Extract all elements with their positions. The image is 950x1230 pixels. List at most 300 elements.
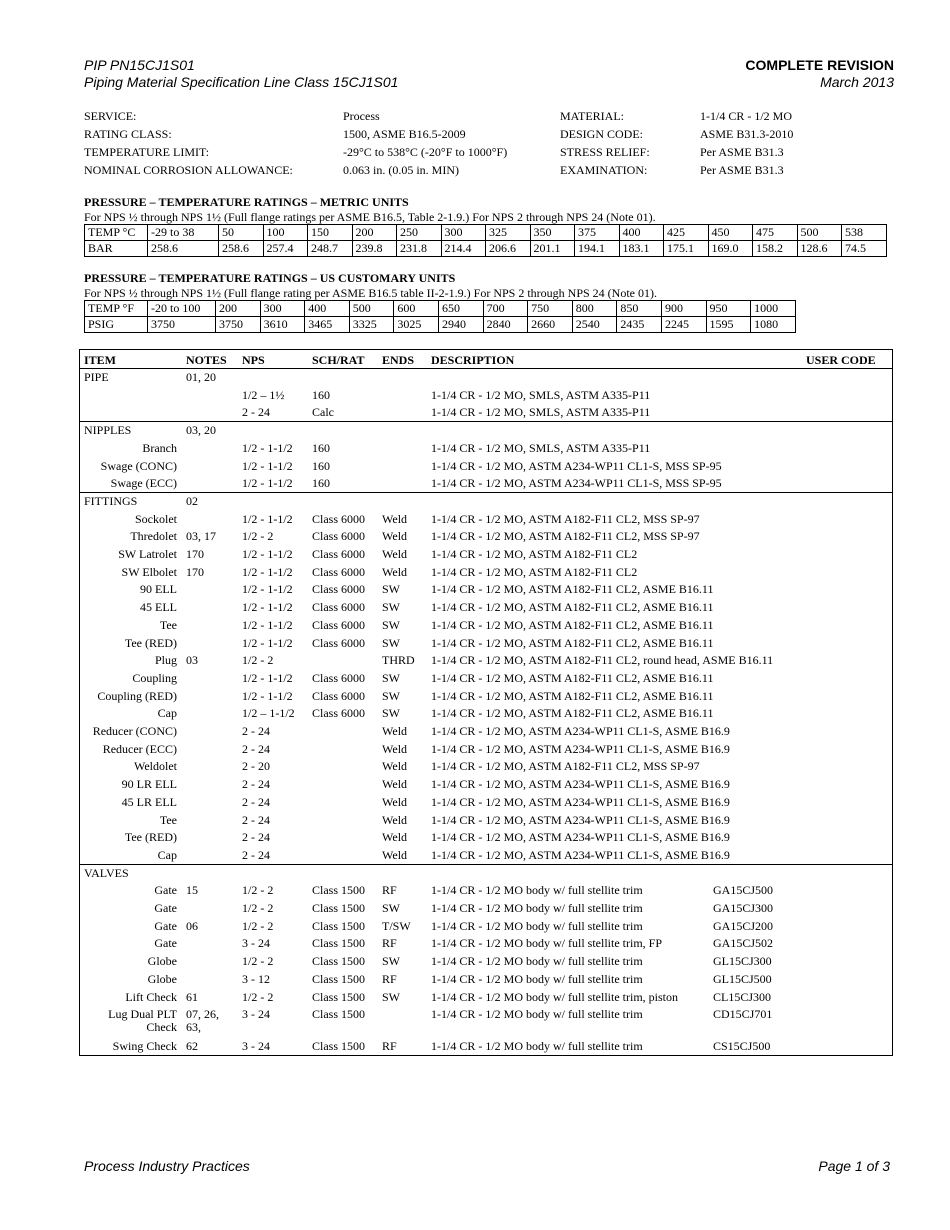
row-item: Tee (RED) [124,830,177,845]
row-nps: 1/2 - 2 [242,883,274,898]
service-label: RATING CLASS: [84,127,172,141]
metric-temp-cell: -29 to 38 [148,225,219,241]
metric-ratings-table [84,224,887,257]
service-value: 1-1/4 CR - 1/2 MO [700,109,793,123]
row-item: Gate [154,901,177,915]
row-notes: 170 [186,564,204,579]
table-row [80,528,892,546]
row-desc: 1-1/4 CR - 1/2 MO, ASTM A182-F11 CL2, MSS SP-97 [431,511,700,526]
us-temp-cell: 1000 [751,301,796,317]
us-ratings-table [84,300,796,333]
metric-press-cell: 239.8 [352,241,397,257]
group-header-row [80,422,892,440]
table-row [80,599,892,617]
service-label: SERVICE: [84,109,137,123]
table-row [80,847,892,865]
row-desc: 1-1/4 CR - 1/2 MO, ASTM A182-F11 CL2, ASME B16.11 [431,706,714,721]
service-value: ASME B31.3-2010 [700,127,794,141]
row-desc: 1-1/4 CR - 1/2 MO, ASTM A234-WP11 CL1-S, ASME B16.9 [431,812,730,827]
row-sch: Class 6000 [312,688,366,703]
row-ends: Weld [382,759,408,774]
row-sch: Class 6000 [312,511,366,526]
metric-press-row [85,241,887,257]
row-ends: SW [382,582,400,597]
metric-press-cell: 74.5 [842,241,887,257]
row-sch: Class 1500 [312,989,366,1004]
row-item: Gate [154,936,177,951]
row-ends: Weld [382,777,408,792]
metric-title: PRESSURE – TEMPERATURE RATINGS – METRIC UNITS [84,195,409,209]
group-name: FITTINGS [84,493,138,508]
metric-temp-cell: 400 [619,225,664,241]
table-row [80,475,892,493]
row-item: Reducer (CONC) [92,724,177,738]
row-item: Thredolet [130,529,177,544]
row-ends: Weld [382,724,408,738]
table-row [80,723,892,741]
row-desc: 1-1/4 CR - 1/2 MO body w/ full stellite trim [431,1007,643,1022]
service-label: EXAMINATION: [560,163,648,177]
metric-press-cell: 206.6 [486,241,531,257]
metric-press-cell: 201.1 [530,241,575,257]
row-desc: 1-1/4 CR - 1/2 MO, ASTM A182-F11 CL2, ASME B16.11 [431,635,714,650]
table-row [80,758,892,776]
footer-page-number: Page 1 of 3 [818,1158,890,1174]
revision-label: COMPLETE REVISION [745,57,894,73]
row-desc: 1-1/4 CR - 1/2 MO body w/ full stellite trim, piston [431,989,678,1004]
row-item: Coupling [132,670,177,685]
table-row [80,617,892,635]
doc-id: PIP PN15CJ1S01 [84,57,195,73]
table-row [80,404,892,422]
group-header-row [80,865,892,883]
metric-temp-cell: 425 [664,225,709,241]
row-item: Gate [154,918,177,933]
us-temp-cell: 400 [305,301,350,317]
table-row [80,794,892,812]
row-item: Swage (CONC) [100,458,177,473]
component-table-header [80,350,892,368]
us-press-cell: 3465 [305,317,350,333]
row-nps: 2 - 24 [242,830,270,845]
row-item: Sockolet [135,511,177,526]
row-item: Globe [147,954,177,969]
table-row-continued [80,1019,892,1037]
us-temp-cell: 850 [617,301,662,317]
us-temp-cell: -20 to 100 [148,301,216,317]
row-ends: SW [382,901,400,915]
row-user: GA15CJ500 [713,883,774,898]
row-desc: 1-1/4 CR - 1/2 MO, ASTM A182-F11 CL2, MSS SP-97 [431,759,700,774]
us-press-cell: 3750 [148,317,216,333]
row-sch: Class 1500 [312,1007,366,1022]
metric-temp-cell: 450 [708,225,753,241]
row-item: Lift Check [125,989,177,1004]
row-desc: 1-1/4 CR - 1/2 MO, ASTM A234-WP11 CL1-S, MSS SP-95 [431,476,722,491]
row-nps: 2 - 24 [242,405,270,420]
us-temp-cell: 650 [438,301,483,317]
row-nps: 1/2 - 2 [242,901,274,915]
table-row [80,652,892,670]
row-ends: SW [382,954,400,969]
row-desc: 1-1/4 CR - 1/2 MO body w/ full stellite trim [431,901,643,915]
us-press-cell: 2540 [572,317,617,333]
row-nps: 1/2 – 1-1/2 [242,706,295,721]
row-user: GA15CJ300 [713,901,774,915]
row-nps: 1/2 - 1-1/2 [242,476,293,491]
row-user: GA15CJ200 [713,918,774,933]
table-row [80,971,892,989]
metric-press-cell: 194.1 [575,241,620,257]
row-ends: Weld [382,830,408,845]
row-sch: Class 1500 [312,971,366,986]
row-nps: 1/2 - 1-1/2 [242,511,293,526]
row-desc: 1-1/4 CR - 1/2 MO, ASTM A234-WP11 CL1-S, ASME B16.9 [431,724,730,738]
group-header-row [80,369,892,387]
row-nps: 3 - 12 [242,971,270,986]
row-item: 90 ELL [140,582,177,597]
row-notes: 06 [186,918,198,933]
table-row [80,564,892,582]
row-desc: 1-1/4 CR - 1/2 MO, ASTM A182-F11 CL2, ASME B16.11 [431,582,714,597]
metric-temp-cell: 500 [797,225,842,241]
row-nps: 1/2 - 1-1/2 [242,582,293,597]
table-row [80,900,892,918]
table-row [80,829,892,847]
row-ends: Weld [382,564,408,579]
metric-press-cell: 258.6 [219,241,264,257]
row-desc: 1-1/4 CR - 1/2 MO, ASTM A234-WP11 CL1-S, ASME B16.9 [431,777,730,792]
col-sch: SCH/RAT [312,353,365,367]
row-nps: 1/2 - 1-1/2 [242,670,293,685]
row-desc: 1-1/4 CR - 1/2 MO body w/ full stellite trim [431,883,643,898]
table-row [80,688,892,706]
col-desc: DESCRIPTION [431,353,515,367]
header-left [84,57,398,91]
component-table [79,349,893,1056]
row-desc: 1-1/4 CR - 1/2 MO, ASTM A182-F11 CL2, ASME B16.11 [431,688,714,703]
row-desc: 1-1/4 CR - 1/2 MO, ASTM A234-WP11 CL1-S, ASME B16.9 [431,741,730,756]
row-sch: Class 6000 [312,529,366,544]
row-nps: 1/2 - 1-1/2 [242,440,293,455]
table-row [80,882,892,900]
table-row [80,989,892,1007]
service-label: NOMINAL CORROSION ALLOWANCE: [84,163,293,177]
table-row [80,581,892,599]
row-nps: 2 - 24 [242,724,270,738]
row-ends: Weld [382,794,408,809]
row-user: GL15CJ300 [713,954,772,969]
row-ends: Weld [382,511,408,526]
row-notes-cont: 63, [186,1019,201,1034]
table-row [80,670,892,688]
row-nps: 3 - 24 [242,936,270,951]
us-temp-cell: 200 [216,301,261,317]
us-temp-cell: 900 [661,301,706,317]
row-desc: 1-1/4 CR - 1/2 MO, ASTM A234-WP11 CL1-S, MSS SP-95 [431,458,722,473]
group-name: NIPPLES [84,423,132,438]
row-desc: 1-1/4 CR - 1/2 MO, SMLS, ASTM A335-P11 [431,405,651,420]
service-value: 1500, ASME B16.5-2009 [343,127,466,141]
us-press-cell: 3610 [260,317,305,333]
table-row [80,935,892,953]
service-label: DESIGN CODE: [560,127,643,141]
us-temp-row [85,301,796,317]
row-nps: 1/2 - 1-1/2 [242,564,293,579]
us-press-row [85,317,796,333]
row-ends: RF [382,936,397,951]
row-sch: Calc [312,405,334,420]
col-notes: NOTES [186,353,227,367]
service-value: Per ASME B31.3 [700,163,784,177]
us-press-cell: 3750 [216,317,261,333]
metric-temp-cell: 50 [219,225,264,241]
row-ends: Weld [382,812,408,827]
row-item: Plug [154,653,177,668]
row-item: Cap [157,706,177,721]
col-user-code: USER CODE [806,353,876,367]
row-sch: Class 6000 [312,600,366,615]
row-item: 45 ELL [140,600,177,615]
metric-press-cell: 175.1 [664,241,709,257]
us-temp-label: TEMP °F [85,301,148,317]
row-nps: 2 - 24 [242,741,270,756]
col-item: ITEM [84,353,117,367]
row-nps: 1/2 - 2 [242,529,274,544]
row-item: Weldolet [133,759,177,774]
us-press-cell: 1080 [751,317,796,333]
row-item: Tee [159,617,177,632]
row-desc: 1-1/4 CR - 1/2 MO, ASTM A182-F11 CL2, ASME B16.11 [431,600,714,615]
row-notes: 07, 26, [186,1007,219,1022]
metric-press-cell: 257.4 [263,241,308,257]
row-item: Swing Check [112,1038,177,1053]
row-nps: 3 - 24 [242,1007,270,1022]
row-notes: 61 [186,989,198,1004]
table-row [80,741,892,759]
us-press-cell: 3025 [394,317,439,333]
row-ends: SW [382,706,400,721]
row-nps: 2 - 24 [242,777,270,792]
us-temp-cell: 750 [528,301,573,317]
row-desc: 1-1/4 CR - 1/2 MO, ASTM A182-F11 CL2, ASME B16.11 [431,617,714,632]
row-sch: Class 6000 [312,706,366,721]
us-press-cell: 2840 [483,317,528,333]
row-sch: Class 6000 [312,564,366,579]
row-desc: 1-1/4 CR - 1/2 MO body w/ full stellite trim [431,1038,643,1053]
group-notes: 01, 20 [186,370,216,384]
metric-press-cell: 214.4 [441,241,486,257]
metric-temp-cell: 350 [530,225,575,241]
row-desc: 1-1/4 CR - 1/2 MO, ASTM A182-F11 CL2, round head, ASME B16.11 [431,653,774,668]
metric-press-cell: 128.6 [797,241,842,257]
service-label: TEMPERATURE LIMIT: [84,145,210,159]
row-ends: Weld [382,741,408,756]
row-item: Tee [159,812,177,827]
row-desc: 1-1/4 CR - 1/2 MO, ASTM A234-WP11 CL1-S, ASME B16.9 [431,830,730,845]
metric-temp-cell: 325 [486,225,531,241]
us-note: For NPS ½ through NPS 1½ (Full flange rating per ASME B16.5 table II-2-1.9.) For NPS 2 through NPS 24 (Note 01). [84,286,657,300]
row-sch: Class 1500 [312,1038,366,1053]
row-desc: 1-1/4 CR - 1/2 MO body w/ full stellite trim [431,971,643,986]
col-nps: NPS [242,353,265,367]
row-sch: Class 1500 [312,936,366,951]
us-temp-cell: 600 [394,301,439,317]
us-temp-cell: 700 [483,301,528,317]
row-ends: SW [382,600,400,615]
row-item: Lug Dual PLT [108,1007,177,1022]
row-nps: 1/2 - 1-1/2 [242,635,293,650]
row-user: GA15CJ502 [713,936,774,951]
row-ends: SW [382,635,400,650]
table-row [80,546,892,564]
row-notes: 15 [186,883,198,898]
row-nps: 2 - 24 [242,812,270,827]
row-sch: Class 1500 [312,918,366,933]
metric-press-cell: 248.7 [308,241,353,257]
us-title: PRESSURE – TEMPERATURE RATINGS – US CUSTOMARY UNITS [84,271,456,285]
row-desc: 1-1/4 CR - 1/2 MO, ASTM A182-F11 CL2 [431,547,638,561]
row-nps: 1/2 - 1-1/2 [242,547,293,561]
row-notes: 170 [186,547,204,561]
row-item: SW Latrolet [118,547,177,561]
group-name: PIPE [84,370,109,384]
us-press-cell: 3325 [349,317,394,333]
row-desc: 1-1/4 CR - 1/2 MO body w/ full stellite trim, FP [431,936,663,951]
table-row [80,440,892,458]
service-value: 0.063 in. (0.05 in. MIN) [343,163,459,177]
row-item: Branch [142,440,177,455]
row-nps: 3 - 24 [242,1038,270,1053]
metric-temp-cell: 538 [842,225,887,241]
header-right [745,57,894,91]
revision-date: March 2013 [820,74,894,90]
col-ends: ENDS [382,353,415,367]
row-nps: 2 - 24 [242,794,270,809]
table-row [80,776,892,794]
row-sch: 160 [312,440,330,455]
row-nps: 1/2 - 2 [242,918,274,933]
doc-title: Piping Material Specification Line Class 15CJ1S01 [84,74,399,90]
row-desc: 1-1/4 CR - 1/2 MO, ASTM A182-F11 CL2, MSS SP-97 [431,529,700,544]
row-sch: Class 6000 [312,635,366,650]
metric-temp-cell: 150 [308,225,353,241]
row-item: Swage (ECC) [110,476,177,491]
row-item-cont: Check [146,1019,177,1034]
row-sch: Class 1500 [312,901,366,915]
metric-press-cell: 231.8 [397,241,442,257]
row-ends: RF [382,883,397,898]
service-row [84,109,904,127]
row-user: CD15CJ701 [713,1007,773,1022]
metric-press-label: BAR [85,241,148,257]
row-ends: SW [382,670,400,685]
row-ends: T/SW [382,918,411,933]
metric-press-cell: 158.2 [753,241,798,257]
row-ends: SW [382,688,400,703]
metric-note: For NPS ½ through NPS 1½ (Full flange ratings per ASME B16.5, Table 2-1.9.) For NPS 2 through NPS 24 (Note 01). [84,210,656,224]
row-item: Coupling (RED) [97,688,177,703]
metric-temp-row [85,225,887,241]
group-name: VALVES [84,865,129,880]
row-item: Gate [154,883,177,898]
row-user: CS15CJ500 [713,1038,771,1053]
row-ends: THRD [382,653,415,668]
row-nps: 1/2 – 1½ [242,387,285,402]
service-label: MATERIAL: [560,109,624,123]
service-value: -29°C to 538°C (-20°F to 1000°F) [343,145,508,159]
row-notes: 03, 17 [186,529,216,544]
table-row [80,635,892,653]
service-value: Per ASME B31.3 [700,145,784,159]
group-header-row [80,493,892,511]
us-press-cell: 2940 [438,317,483,333]
footer-left: Process Industry Practices [84,1158,250,1174]
group-notes: 02 [186,493,198,508]
row-desc: 1-1/4 CR - 1/2 MO, SMLS, ASTM A335-P11 [431,387,651,402]
service-row [84,163,904,181]
service-info [84,109,904,181]
metric-temp-cell: 250 [397,225,442,241]
row-sch: Class 6000 [312,582,366,597]
table-row [80,705,892,723]
row-ends: Weld [382,547,408,561]
metric-press-cell: 169.0 [708,241,753,257]
table-row [80,511,892,529]
service-label: STRESS RELIEF: [560,145,650,159]
row-desc: 1-1/4 CR - 1/2 MO body w/ full stellite trim [431,918,643,933]
us-press-cell: 2660 [528,317,573,333]
row-sch: Class 1500 [312,954,366,969]
row-item: Cap [157,847,177,862]
row-nps: 1/2 - 1-1/2 [242,600,293,615]
row-desc: 1-1/4 CR - 1/2 MO, ASTM A234-WP11 CL1-S, ASME B16.9 [431,794,730,809]
service-row [84,145,904,163]
row-item: SW Elbolet [121,564,177,579]
us-temp-cell: 800 [572,301,617,317]
row-item: 90 LR ELL [121,777,177,792]
table-row [80,458,892,476]
row-item: Tee (RED) [124,635,177,650]
row-desc: 1-1/4 CR - 1/2 MO body w/ full stellite trim [431,954,643,969]
row-sch: Class 6000 [312,547,366,561]
metric-temp-label: TEMP °C [85,225,148,241]
row-nps: 1/2 - 2 [242,954,274,969]
us-press-cell: 1595 [706,317,751,333]
row-user: GL15CJ500 [713,971,772,986]
table-row [80,812,892,830]
row-nps: 1/2 - 1-1/2 [242,617,293,632]
row-nps: 1/2 - 1-1/2 [242,458,293,473]
row-item: Globe [147,971,177,986]
table-row [80,1038,892,1056]
group-notes: 03, 20 [186,423,216,438]
row-nps: 1/2 - 2 [242,653,274,668]
row-desc: 1-1/4 CR - 1/2 MO, ASTM A182-F11 CL2 [431,564,638,579]
row-sch: 160 [312,387,330,402]
table-row [80,387,892,405]
row-sch: 160 [312,458,330,473]
row-notes: 62 [186,1038,198,1053]
service-row [84,127,904,145]
row-sch: 160 [312,476,330,491]
row-nps: 1/2 - 1-1/2 [242,688,293,703]
row-notes: 03 [186,653,198,668]
row-sch: Class 6000 [312,670,366,685]
row-desc: 1-1/4 CR - 1/2 MO, ASTM A234-WP11 CL1-S, ASME B16.9 [431,847,730,862]
metric-press-cell: 258.6 [148,241,219,257]
metric-temp-cell: 200 [352,225,397,241]
